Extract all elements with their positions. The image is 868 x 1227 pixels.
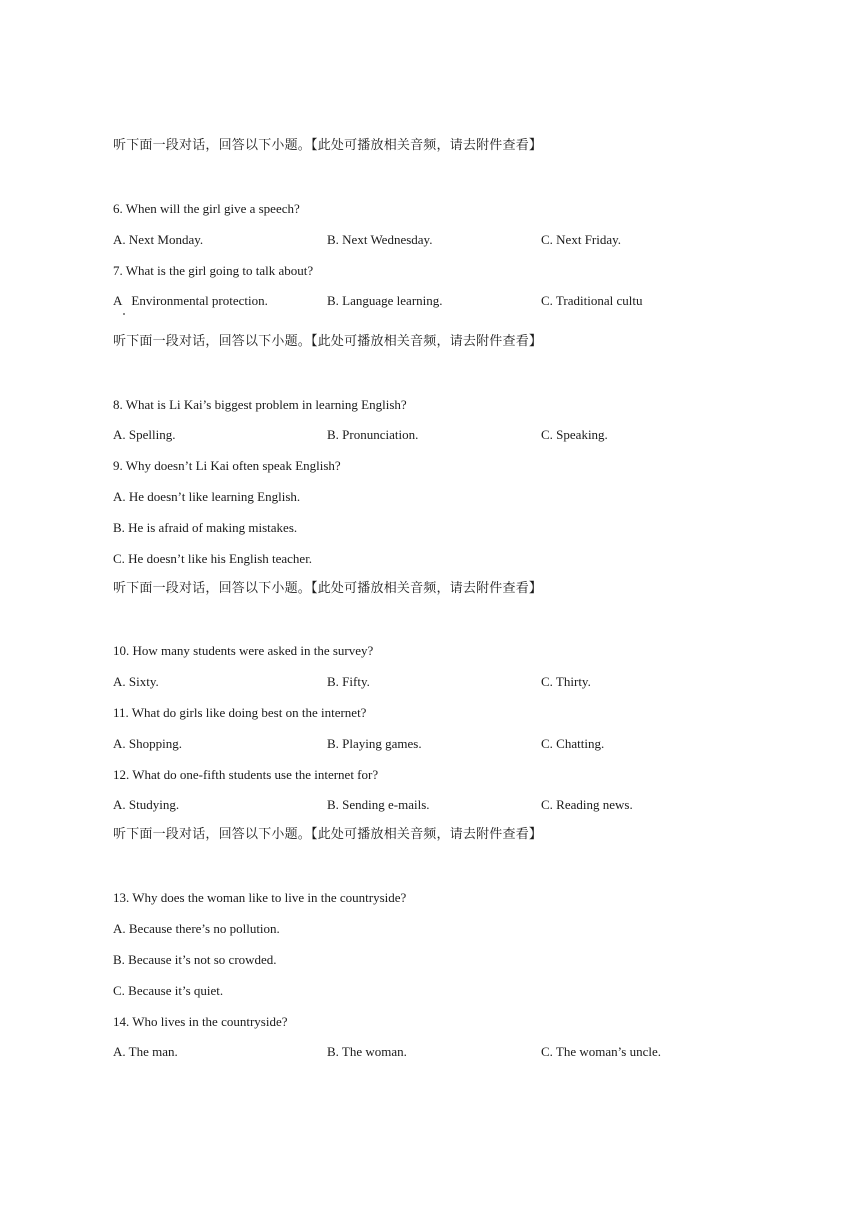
stray-dot <box>123 313 125 315</box>
option-12a: A. Studying. <box>113 797 180 812</box>
option-11a: A. Shopping. <box>113 736 182 751</box>
option-7b: B. Language learning. <box>327 293 443 308</box>
question-14: 14. Who lives in the countryside? <box>113 1014 288 1029</box>
question-6: 6. When will the girl give a speech? <box>113 201 300 216</box>
question-13: 13. Why does the woman like to live in the countryside? <box>113 890 407 905</box>
option-13a: A. Because there’s no pollution. <box>113 921 280 936</box>
option-8c: C. Speaking. <box>541 427 608 442</box>
option-6c: C. Next Friday. <box>541 232 622 247</box>
option-13b: B. Because it’s not so crowded. <box>113 952 277 967</box>
option-14b: B. The woman. <box>327 1044 407 1059</box>
option-12b: B. Sending e-mails. <box>327 797 430 812</box>
option-10b: B. Fifty. <box>327 674 370 689</box>
option-12c: C. Reading news. <box>541 797 633 812</box>
option-14c: C. The woman’s uncle. <box>541 1044 661 1059</box>
option-6a: A. Next Monday. <box>113 232 204 247</box>
question-7: 7. What is the girl going to talk about? <box>113 263 314 278</box>
option-10c: C. Thirty. <box>541 674 591 689</box>
option-14a: A. The man. <box>113 1044 178 1059</box>
question-9: 9. Why doesn’t Li Kai often speak English? <box>113 458 341 473</box>
option-7a: A Environmental protection. <box>113 293 268 308</box>
option-11b: B. Playing games. <box>327 736 422 751</box>
question-12: 12. What do one-fifth students use the internet for? <box>113 767 379 782</box>
option-9c: C. He doesn’t like his English teacher. <box>113 551 313 566</box>
listening-instruction: 听下面一段对话，回答以下小题。【此处可播放相关音频，请去附件查看】 <box>113 581 543 596</box>
listening-instruction: 听下面一段对话，回答以下小题。【此处可播放相关音频，请去附件查看】 <box>113 334 543 349</box>
question-10: 10. How many students were asked in the survey? <box>113 643 374 658</box>
option-10a: A. Sixty. <box>113 674 159 689</box>
question-8: 8. What is Li Kai’s biggest problem in learning English? <box>113 397 407 412</box>
listening-instruction: 听下面一段对话，回答以下小题。【此处可播放相关音频，请去附件查看】 <box>113 138 543 153</box>
option-9b: B. He is afraid of making mistakes. <box>113 520 298 535</box>
option-9a: A. He doesn’t like learning English. <box>113 489 301 504</box>
option-13c: C. Because it’s quiet. <box>113 983 224 998</box>
listening-instruction: 听下面一段对话，回答以下小题。【此处可播放相关音频，请去附件查看】 <box>113 827 543 842</box>
option-11c: C. Chatting. <box>541 736 605 751</box>
option-7c: C. Traditional cultu <box>541 293 643 308</box>
option-8a: A. Spelling. <box>113 427 176 442</box>
question-11: 11. What do girls like doing best on the internet? <box>113 705 367 720</box>
option-8b: B. Pronunciation. <box>327 427 419 442</box>
option-6b: B. Next Wednesday. <box>327 232 433 247</box>
